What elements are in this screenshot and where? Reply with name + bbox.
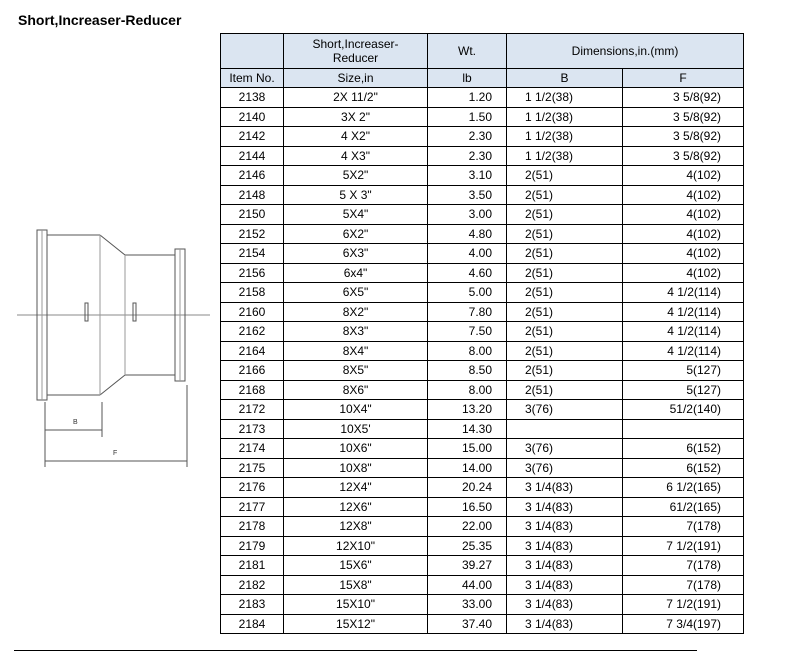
header-weight-unit: lb: [428, 69, 507, 88]
cell-dim-b: 2(51): [507, 380, 623, 400]
reducer-diagram: [15, 215, 215, 475]
table-row: [221, 127, 744, 147]
cell-item-no: 2156: [221, 263, 284, 283]
cell-item-no: 2162: [221, 322, 284, 342]
header-product: Short,Increaser- Reducer: [284, 34, 428, 69]
cell-item-no: 2172: [221, 400, 284, 420]
cell-dim-b: 3 1/4(83): [507, 595, 623, 615]
cell-dim-f: [623, 419, 744, 439]
cell-item-no: 2142: [221, 127, 284, 147]
page-title: Short,Increaser-Reducer: [18, 12, 182, 28]
cell-weight: 4.00: [428, 244, 507, 264]
table-row: [221, 536, 744, 556]
table-row: [221, 322, 744, 342]
header-b: B: [507, 69, 623, 88]
cell-item-no: 2177: [221, 497, 284, 517]
cell-dim-f: 4 1/2(114): [623, 302, 744, 322]
cell-weight: 7.50: [428, 322, 507, 342]
cell-item-no: 2160: [221, 302, 284, 322]
cell-weight: 1.20: [428, 88, 507, 108]
cell-item-no: 2140: [221, 107, 284, 127]
cell-size: 6x4": [284, 263, 428, 283]
table-row: [221, 146, 744, 166]
cell-dim-f: 7 1/2(191): [623, 595, 744, 615]
cell-weight: 39.27: [428, 556, 507, 576]
cell-dim-b: 2(51): [507, 283, 623, 303]
table-row: [221, 575, 744, 595]
table-row: [221, 224, 744, 244]
cell-dim-b: 3 1/4(83): [507, 497, 623, 517]
cell-weight: 25.35: [428, 536, 507, 556]
cell-item-no: 2148: [221, 185, 284, 205]
header-weight: Wt.: [428, 34, 507, 69]
cell-size: 4 X2": [284, 127, 428, 147]
cell-item-no: 2138: [221, 88, 284, 108]
cell-dim-f: 3 5/8(92): [623, 146, 744, 166]
cell-size: 5 X 3": [284, 185, 428, 205]
cell-dim-f: 7(178): [623, 575, 744, 595]
cell-weight: 37.40: [428, 614, 507, 634]
table-row: [221, 283, 744, 303]
cell-item-no: 2158: [221, 283, 284, 303]
cell-item-no: 2144: [221, 146, 284, 166]
cell-item-no: 2176: [221, 478, 284, 498]
cell-weight: 8.50: [428, 361, 507, 381]
cell-dim-b: 3(76): [507, 400, 623, 420]
cell-weight: 2.30: [428, 127, 507, 147]
cell-size: 12X4": [284, 478, 428, 498]
cell-dim-b: 2(51): [507, 361, 623, 381]
cell-dim-b: 3 1/4(83): [507, 556, 623, 576]
cell-size: 4 X3": [284, 146, 428, 166]
cell-size: 8X4": [284, 341, 428, 361]
cell-weight: 8.00: [428, 341, 507, 361]
cell-size: 10X8": [284, 458, 428, 478]
cell-weight: 4.60: [428, 263, 507, 283]
bottom-divider: [14, 650, 697, 651]
cell-weight: 3.10: [428, 166, 507, 186]
table-row: [221, 517, 744, 537]
cell-weight: 44.00: [428, 575, 507, 595]
cell-size: 3X 2": [284, 107, 428, 127]
cell-dim-f: 7(178): [623, 517, 744, 537]
cell-size: 2X 11/2": [284, 88, 428, 108]
cell-dim-b: 3 1/4(83): [507, 575, 623, 595]
cell-dim-b: 2(51): [507, 341, 623, 361]
table-row: [221, 595, 744, 615]
cell-weight: 14.30: [428, 419, 507, 439]
cell-dim-b: 2(51): [507, 224, 623, 244]
cell-dim-f: 4 1/2(114): [623, 283, 744, 303]
header-blank: [221, 34, 284, 69]
cell-size: 8X5": [284, 361, 428, 381]
cell-dim-f: 4(102): [623, 205, 744, 225]
table-row: [221, 263, 744, 283]
table-row: [221, 302, 744, 322]
cell-dim-b: [507, 419, 623, 439]
cell-dim-f: 61/2(165): [623, 497, 744, 517]
table-row: [221, 439, 744, 459]
cell-weight: 7.80: [428, 302, 507, 322]
cell-size: 10X5': [284, 419, 428, 439]
table-body: [221, 88, 744, 634]
cell-dim-f: 3 5/8(92): [623, 88, 744, 108]
header-item-no: Item No.: [221, 69, 284, 88]
cell-size: 5X2": [284, 166, 428, 186]
cell-dim-b: 2(51): [507, 322, 623, 342]
cell-dim-f: 4(102): [623, 224, 744, 244]
cell-dim-f: 6(152): [623, 439, 744, 459]
table-row: [221, 478, 744, 498]
cell-dim-b: 3(76): [507, 439, 623, 459]
cell-size: 15X10": [284, 595, 428, 615]
table-row: [221, 341, 744, 361]
cell-dim-b: 2(51): [507, 185, 623, 205]
cell-size: 15X12": [284, 614, 428, 634]
cell-item-no: 2178: [221, 517, 284, 537]
header-size: Size,in: [284, 69, 428, 88]
cell-weight: 5.00: [428, 283, 507, 303]
table-row: [221, 380, 744, 400]
cell-dim-b: 3 1/4(83): [507, 614, 623, 634]
cell-size: 6X5": [284, 283, 428, 303]
cell-item-no: 2174: [221, 439, 284, 459]
table-row: [221, 556, 744, 576]
cell-size: 5X4": [284, 205, 428, 225]
cell-item-no: 2181: [221, 556, 284, 576]
cell-size: 8X2": [284, 302, 428, 322]
table-row: [221, 458, 744, 478]
spec-table: [220, 33, 744, 634]
cell-dim-b: 1 1/2(38): [507, 127, 623, 147]
cell-item-no: 2154: [221, 244, 284, 264]
cell-size: 12X6": [284, 497, 428, 517]
cell-dim-b: 3 1/4(83): [507, 517, 623, 537]
cell-dim-f: 5(127): [623, 380, 744, 400]
cell-dim-b: 3(76): [507, 458, 623, 478]
cell-dim-f: 7 3/4(197): [623, 614, 744, 634]
cell-item-no: 2182: [221, 575, 284, 595]
cell-item-no: 2166: [221, 361, 284, 381]
cell-item-no: 2146: [221, 166, 284, 186]
cell-dim-f: 4(102): [623, 166, 744, 186]
cell-dim-b: 1 1/2(38): [507, 107, 623, 127]
table-row: [221, 400, 744, 420]
cell-item-no: 2173: [221, 419, 284, 439]
cell-size: 15X6": [284, 556, 428, 576]
cell-weight: 8.00: [428, 380, 507, 400]
cell-dim-b: 3 1/4(83): [507, 536, 623, 556]
cell-size: 6X2": [284, 224, 428, 244]
cell-item-no: 2175: [221, 458, 284, 478]
dimension-b-label: B: [73, 419, 78, 426]
cell-dim-b: 2(51): [507, 302, 623, 322]
cell-weight: 2.30: [428, 146, 507, 166]
cell-item-no: 2164: [221, 341, 284, 361]
table-row: [221, 419, 744, 439]
cell-dim-f: 4 1/2(114): [623, 341, 744, 361]
cell-size: 12X10": [284, 536, 428, 556]
cell-dim-b: 1 1/2(38): [507, 146, 623, 166]
cell-dim-f: 4(102): [623, 263, 744, 283]
table-row: [221, 166, 744, 186]
cell-weight: 22.00: [428, 517, 507, 537]
cell-dim-f: 5(127): [623, 361, 744, 381]
cell-dim-f: 7 1/2(191): [623, 536, 744, 556]
cell-item-no: 2183: [221, 595, 284, 615]
cell-weight: 13.20: [428, 400, 507, 420]
table-row: [221, 185, 744, 205]
table-row: [221, 107, 744, 127]
cell-dim-f: 6 1/2(165): [623, 478, 744, 498]
cell-dim-f: 3 5/8(92): [623, 127, 744, 147]
cell-dim-b: 1 1/2(38): [507, 88, 623, 108]
cell-item-no: 2184: [221, 614, 284, 634]
cell-size: 8X6": [284, 380, 428, 400]
cell-item-no: 2168: [221, 380, 284, 400]
cell-size: 10X4": [284, 400, 428, 420]
table-row: [221, 244, 744, 264]
header-f: F: [623, 69, 744, 88]
cell-dim-f: 4(102): [623, 244, 744, 264]
cell-weight: 33.00: [428, 595, 507, 615]
cell-size: 8X3": [284, 322, 428, 342]
cell-weight: 3.50: [428, 185, 507, 205]
cell-weight: 3.00: [428, 205, 507, 225]
cell-dim-f: 7(178): [623, 556, 744, 576]
cell-weight: 15.00: [428, 439, 507, 459]
cell-item-no: 2179: [221, 536, 284, 556]
cell-size: 10X6": [284, 439, 428, 459]
cell-dim-b: 2(51): [507, 205, 623, 225]
cell-size: 15X8": [284, 575, 428, 595]
header-dimensions: Dimensions,in.(mm): [507, 34, 744, 69]
cell-weight: 20.24: [428, 478, 507, 498]
cell-dim-b: 2(51): [507, 166, 623, 186]
table-row: [221, 614, 744, 634]
cell-item-no: 2150: [221, 205, 284, 225]
cell-size: 6X3": [284, 244, 428, 264]
dimension-f-label: F: [113, 450, 118, 457]
table-row: [221, 497, 744, 517]
cell-dim-f: 4 1/2(114): [623, 322, 744, 342]
cell-weight: 1.50: [428, 107, 507, 127]
cell-weight: 4.80: [428, 224, 507, 244]
cell-dim-f: 3 5/8(92): [623, 107, 744, 127]
cell-weight: 14.00: [428, 458, 507, 478]
cell-dim-b: 2(51): [507, 244, 623, 264]
cell-dim-b: 2(51): [507, 263, 623, 283]
cell-weight: 16.50: [428, 497, 507, 517]
table-row: [221, 205, 744, 225]
cell-item-no: 2152: [221, 224, 284, 244]
cell-dim-b: 3 1/4(83): [507, 478, 623, 498]
cell-size: 12X8": [284, 517, 428, 537]
cell-dim-f: 51/2(140): [623, 400, 744, 420]
table-row: [221, 361, 744, 381]
cell-dim-f: 4(102): [623, 185, 744, 205]
cell-dim-f: 6(152): [623, 458, 744, 478]
table-row: [221, 88, 744, 108]
